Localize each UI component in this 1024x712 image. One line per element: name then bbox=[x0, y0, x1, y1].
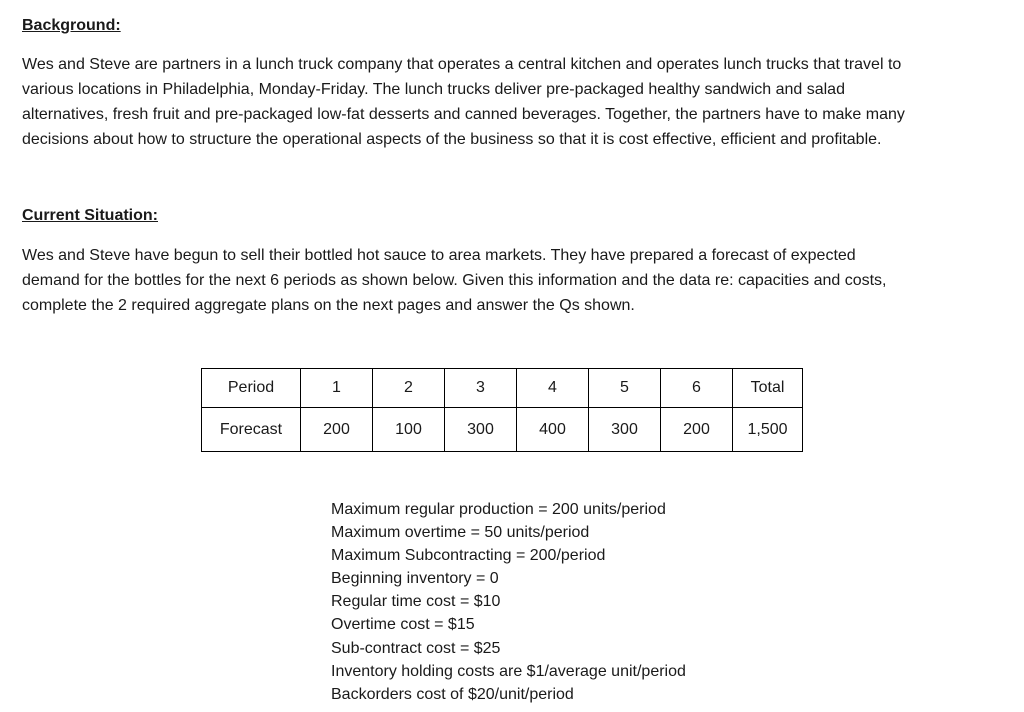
period-cell: 5 bbox=[589, 369, 661, 408]
forecast-value-cell: 200 bbox=[301, 408, 373, 452]
parameter-line: Maximum regular production = 200 units/period bbox=[331, 501, 666, 518]
background-paragraph bbox=[22, 52, 997, 152]
paragraph-line: alternatives, fresh fruit and pre-packaged low-fat desserts and canned beverages. Together, the partners have to make many bbox=[22, 106, 905, 123]
forecast-table bbox=[201, 368, 803, 452]
paragraph-line: decisions about how to structure the operational aspects of the business so that it is cost effective, efficient and profitable. bbox=[22, 131, 882, 148]
paragraph-line: various locations in Philadelphia, Monday-Friday. The lunch trucks deliver pre-packaged healthy sandwich and salad bbox=[22, 81, 845, 98]
current-situation-paragraph bbox=[22, 243, 997, 318]
period-cell: 4 bbox=[517, 369, 589, 408]
forecast-total-cell: 1,500 bbox=[733, 408, 803, 452]
paragraph-line: Wes and Steve have begun to sell their bottled hot sauce to area markets. They have prepared a forecast of expected bbox=[22, 247, 856, 264]
parameter-line: Maximum overtime = 50 units/period bbox=[331, 524, 590, 542]
background-heading: Background: bbox=[22, 17, 121, 34]
forecast-value-cell: 100 bbox=[373, 408, 445, 452]
parameter-line: Maximum Subcontracting = 200/period bbox=[331, 547, 606, 565]
total-header-cell: Total bbox=[733, 369, 803, 408]
period-header-cell: Period bbox=[202, 369, 301, 408]
parameter-line: Backorders cost of $20/unit/period bbox=[331, 685, 574, 703]
forecast-value-cell: 200 bbox=[661, 408, 733, 452]
table-header-row bbox=[202, 369, 803, 408]
period-cell: 2 bbox=[373, 369, 445, 408]
parameter-line: Beginning inventory = 0 bbox=[331, 570, 499, 588]
forecast-row bbox=[202, 408, 803, 452]
paragraph-line: complete the 2 required aggregate plans on the next pages and answer the Qs shown. bbox=[22, 297, 635, 314]
paragraph-line: Wes and Steve are partners in a lunch truck company that operates a central kitchen and operates lunch trucks that travel to bbox=[22, 56, 902, 73]
current-situation-heading: Current Situation: bbox=[22, 207, 158, 224]
parameter-line: Regular time cost = $10 bbox=[331, 593, 501, 611]
forecast-label-cell: Forecast bbox=[202, 408, 301, 452]
paragraph-line: demand for the bottles for the next 6 periods as shown below. Given this information and the data re: capacities and costs, bbox=[22, 272, 887, 289]
parameter-line: Sub-contract cost = $25 bbox=[331, 639, 501, 657]
period-cell: 1 bbox=[301, 369, 373, 408]
parameter-line: Overtime cost = $15 bbox=[331, 616, 475, 634]
forecast-value-cell: 400 bbox=[517, 408, 589, 452]
parameters-list bbox=[331, 498, 686, 706]
period-cell: 6 bbox=[661, 369, 733, 408]
forecast-value-cell: 300 bbox=[589, 408, 661, 452]
forecast-value-cell: 300 bbox=[445, 408, 517, 452]
period-cell: 3 bbox=[445, 369, 517, 408]
parameter-line: Inventory holding costs are $1/average unit/period bbox=[331, 662, 686, 680]
